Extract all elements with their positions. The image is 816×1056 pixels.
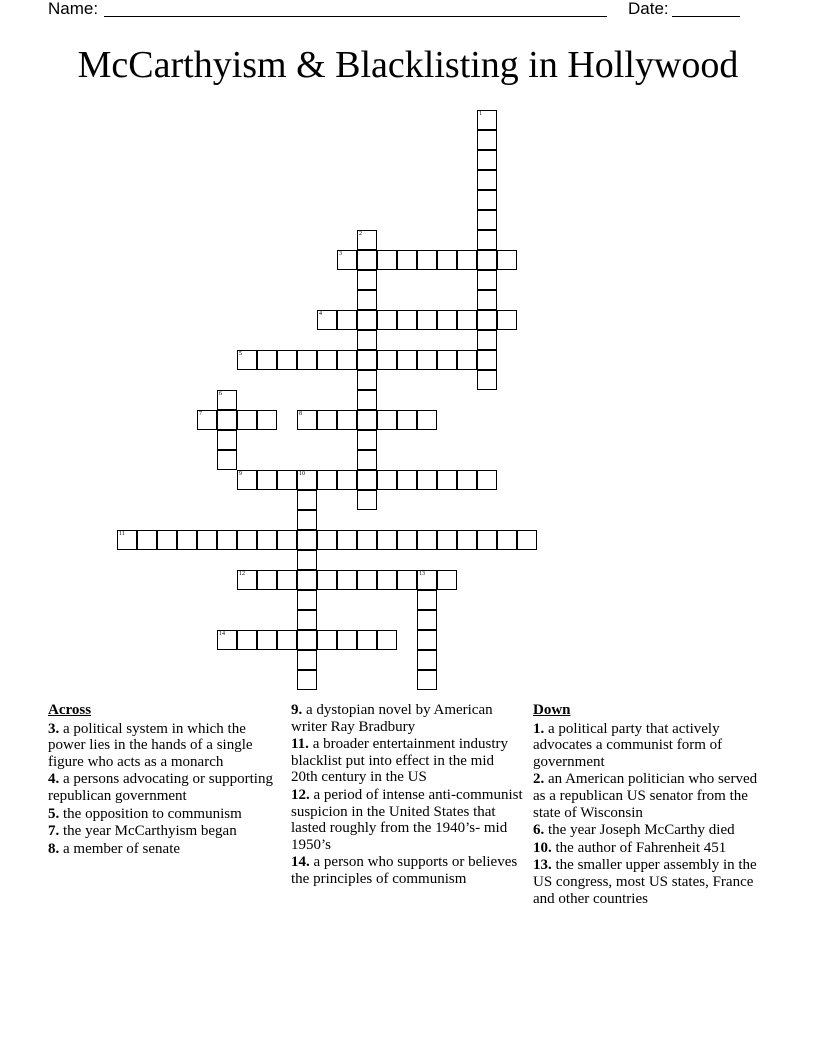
- crossword-cell[interactable]: [277, 570, 297, 590]
- crossword-cell[interactable]: [297, 410, 317, 430]
- crossword-cell[interactable]: [357, 230, 377, 250]
- cell-number: 1: [479, 111, 482, 117]
- crossword-cell[interactable]: [377, 630, 397, 650]
- crossword-cell[interactable]: [357, 630, 377, 650]
- cell-number: 4: [319, 311, 322, 317]
- crossword-cell[interactable]: [317, 530, 337, 550]
- crossword-cell[interactable]: [337, 250, 357, 270]
- down-clue-number: 2.: [533, 771, 545, 788]
- crossword-cell[interactable]: [357, 250, 377, 270]
- crossword-cell[interactable]: [237, 570, 257, 590]
- crossword-cell[interactable]: [457, 470, 477, 490]
- crossword-cell[interactable]: [297, 650, 317, 670]
- crossword-cell[interactable]: [277, 350, 297, 370]
- across-clue-text: a period of intense anti-communist suspicion in the United States that lasted roughly from the 1940’s- mid 1950’s: [291, 786, 523, 853]
- cell-number: 12: [239, 571, 245, 577]
- crossword-cell[interactable]: [477, 310, 497, 330]
- cell-number: 3: [339, 251, 342, 257]
- crossword-cell[interactable]: [217, 390, 237, 410]
- crossword-cell[interactable]: [397, 250, 417, 270]
- cell-number: 6: [219, 391, 222, 397]
- down-clue-text: the author of Fahrenheit 451: [551, 839, 727, 856]
- crossword-cell[interactable]: [437, 570, 457, 590]
- crossword-cell[interactable]: [157, 530, 177, 550]
- across-clue: [291, 854, 523, 887]
- crossword-cell[interactable]: [257, 410, 277, 430]
- across-clue: [48, 771, 273, 804]
- down-clue-text: the year Joseph McCarthy died: [544, 822, 735, 839]
- across-clue: [291, 736, 523, 786]
- crossword-cell[interactable]: [417, 530, 437, 550]
- across-clue: [48, 823, 273, 840]
- crossword-cell[interactable]: [397, 410, 417, 430]
- crossword-cell[interactable]: [297, 530, 317, 550]
- crossword-cell[interactable]: [357, 330, 377, 350]
- crossword-cell[interactable]: [297, 590, 317, 610]
- crossword-cell[interactable]: [357, 390, 377, 410]
- crossword-cell[interactable]: [477, 370, 497, 390]
- across-heading: Across: [48, 702, 92, 718]
- cell-number: 14: [219, 631, 225, 637]
- across-clue-text: a person who supports or believes the principles of communism: [291, 854, 518, 887]
- crossword-cell[interactable]: [377, 410, 397, 430]
- down-clue-number: 6.: [533, 822, 545, 839]
- crossword-cell[interactable]: [217, 530, 237, 550]
- crossword-cell[interactable]: [257, 350, 277, 370]
- clues-column-left: [48, 702, 273, 858]
- crossword-cell[interactable]: [297, 610, 317, 630]
- crossword-cell[interactable]: [437, 310, 457, 330]
- crossword-cell[interactable]: [457, 350, 477, 370]
- crossword-cell[interactable]: [197, 530, 217, 550]
- crossword-cell[interactable]: [477, 150, 497, 170]
- date-label: Date:: [628, 0, 669, 18]
- down-heading: Down: [533, 702, 571, 718]
- crossword-cell[interactable]: [477, 170, 497, 190]
- crossword-cell[interactable]: [297, 470, 317, 490]
- crossword-cell[interactable]: [477, 130, 497, 150]
- down-clue: [533, 771, 769, 821]
- down-clue-number: 1.: [533, 720, 545, 737]
- crossword-cell[interactable]: [357, 490, 377, 510]
- crossword-cell[interactable]: [417, 410, 437, 430]
- clues-column-right: [533, 702, 769, 908]
- across-clue-text: a broader entertainment industry blacklist put into effect in the mid 20th century in the US: [291, 736, 509, 786]
- crossword-cell[interactable]: [517, 530, 537, 550]
- crossword-cell[interactable]: [477, 110, 497, 130]
- crossword-cell[interactable]: [417, 670, 437, 690]
- crossword-cell[interactable]: [337, 570, 357, 590]
- crossword-cell[interactable]: [337, 470, 357, 490]
- crossword-cell[interactable]: [277, 470, 297, 490]
- crossword-cell[interactable]: [377, 250, 397, 270]
- crossword-cell[interactable]: [217, 450, 237, 470]
- crossword-cell[interactable]: [417, 630, 437, 650]
- crossword-cell[interactable]: [357, 270, 377, 290]
- crossword-cell[interactable]: [237, 410, 257, 430]
- crossword-cell[interactable]: [357, 570, 377, 590]
- crossword-cell[interactable]: [257, 530, 277, 550]
- crossword-cell[interactable]: [377, 310, 397, 330]
- crossword-cell[interactable]: [417, 570, 437, 590]
- name-label: Name:: [48, 0, 99, 18]
- across-clue-number: 11.: [291, 736, 309, 753]
- crossword-cell[interactable]: [377, 530, 397, 550]
- down-clue: [533, 721, 769, 771]
- across-clue-number: 7.: [48, 823, 60, 840]
- across-clue-number: 4.: [48, 771, 60, 788]
- across-clue-number: 9.: [291, 702, 303, 718]
- across-clue-text: a political system in which the power lies in the hands of a single figure who acts as a monarch: [48, 720, 253, 770]
- crossword-cell[interactable]: [217, 630, 237, 650]
- crossword-cell[interactable]: [337, 530, 357, 550]
- across-clue-number: 14.: [291, 854, 310, 871]
- across-clue-text: a dystopian novel by American writer Ray Bradbury: [291, 702, 493, 735]
- across-clue: [291, 702, 523, 735]
- crossword-cell[interactable]: [297, 630, 317, 650]
- crossword-cell[interactable]: [237, 630, 257, 650]
- crossword-cell[interactable]: [417, 350, 437, 370]
- crossword-cell[interactable]: [457, 310, 477, 330]
- across-clue-number: 5.: [48, 805, 60, 822]
- crossword-cell[interactable]: [357, 450, 377, 470]
- crossword-cell[interactable]: [357, 370, 377, 390]
- crossword-cell[interactable]: [317, 310, 337, 330]
- crossword-cell[interactable]: [297, 490, 317, 510]
- clues-column-middle: [291, 702, 523, 889]
- down-clue: [533, 857, 769, 907]
- across-clue: [48, 806, 273, 823]
- crossword-cell[interactable]: [417, 590, 437, 610]
- crossword-cell[interactable]: [357, 350, 377, 370]
- crossword-cell[interactable]: [457, 250, 477, 270]
- crossword-cell[interactable]: [417, 470, 437, 490]
- crossword-cell[interactable]: [397, 310, 417, 330]
- across-clue-text: the opposition to communism: [59, 805, 242, 822]
- crossword-cell[interactable]: [497, 310, 517, 330]
- cell-number: 5: [239, 351, 242, 357]
- crossword-cell[interactable]: [317, 350, 337, 370]
- down-clue-text: an American politician who served as a republican US senator from the state of Wisconsin: [533, 771, 758, 821]
- crossword-cell[interactable]: [317, 570, 337, 590]
- across-clue-number: 3.: [48, 720, 60, 737]
- crossword-cell[interactable]: [357, 530, 377, 550]
- crossword-cell[interactable]: [397, 350, 417, 370]
- crossword-cell[interactable]: [277, 530, 297, 550]
- crossword-cell[interactable]: [117, 530, 137, 550]
- crossword-cell[interactable]: [337, 630, 357, 650]
- crossword-cell[interactable]: [177, 530, 197, 550]
- across-clue-text: a persons advocating or supporting republican government: [48, 771, 273, 804]
- crossword-cell[interactable]: [237, 530, 257, 550]
- crossword-cell[interactable]: [217, 430, 237, 450]
- crossword-cell[interactable]: [317, 470, 337, 490]
- across-clue: [48, 841, 273, 858]
- crossword-cell[interactable]: [477, 230, 497, 250]
- crossword-cell[interactable]: [497, 530, 517, 550]
- crossword-cell[interactable]: [477, 470, 497, 490]
- across-clue: [48, 721, 273, 771]
- crossword-cell[interactable]: [297, 570, 317, 590]
- crossword-cell[interactable]: [377, 470, 397, 490]
- cell-number: 8: [299, 411, 302, 417]
- crossword-cell[interactable]: [297, 350, 317, 370]
- crossword-cell[interactable]: [297, 670, 317, 690]
- crossword-cell[interactable]: [337, 350, 357, 370]
- crossword-cell[interactable]: [437, 530, 457, 550]
- crossword-cell[interactable]: [197, 410, 217, 430]
- cell-number: 11: [119, 531, 125, 537]
- crossword-cell[interactable]: [357, 430, 377, 450]
- crossword-cell[interactable]: [337, 310, 357, 330]
- crossword-cell[interactable]: [237, 470, 257, 490]
- crossword-cell[interactable]: [217, 410, 237, 430]
- across-clue: [291, 787, 523, 853]
- cell-number: 13: [419, 571, 425, 577]
- crossword-cell[interactable]: [437, 250, 457, 270]
- crossword-cell[interactable]: [377, 570, 397, 590]
- crossword-cell[interactable]: [417, 310, 437, 330]
- cell-number: 9: [239, 471, 242, 477]
- across-clue-text: the year McCarthyism began: [59, 823, 237, 840]
- crossword-cell[interactable]: [137, 530, 157, 550]
- crossword-cell[interactable]: [477, 330, 497, 350]
- crossword-cell[interactable]: [457, 530, 477, 550]
- crossword-cell[interactable]: [317, 410, 337, 430]
- crossword-cell[interactable]: [397, 570, 417, 590]
- crossword-cell[interactable]: [357, 410, 377, 430]
- crossword-cell[interactable]: [477, 530, 497, 550]
- down-clue-number: 13.: [533, 857, 552, 874]
- crossword-cell[interactable]: [477, 350, 497, 370]
- crossword-cell[interactable]: [317, 630, 337, 650]
- crossword-cell[interactable]: [237, 350, 257, 370]
- crossword-cell[interactable]: [477, 190, 497, 210]
- down-clue-text: the smaller upper assembly in the US congress, most US states, France and other countries: [533, 857, 757, 907]
- crossword-cell[interactable]: [477, 210, 497, 230]
- down-clue: [533, 840, 769, 857]
- crossword-cell[interactable]: [497, 250, 517, 270]
- crossword-cell[interactable]: [297, 550, 317, 570]
- cell-number: 2: [359, 231, 362, 237]
- across-clue-text: a member of senate: [59, 840, 181, 857]
- crossword-cell[interactable]: [357, 290, 377, 310]
- crossword-cell[interactable]: [377, 350, 397, 370]
- page-title: McCarthyism & Blacklisting in Hollywood: [77, 44, 739, 86]
- crossword-cell[interactable]: [337, 410, 357, 430]
- crossword-cell[interactable]: [477, 290, 497, 310]
- crossword-cell[interactable]: [357, 310, 377, 330]
- crossword-cell[interactable]: [257, 570, 277, 590]
- down-clue: [533, 822, 769, 839]
- cell-number: 10: [299, 471, 305, 477]
- crossword-cell[interactable]: [397, 530, 417, 550]
- crossword-cell[interactable]: [417, 650, 437, 670]
- crossword-cell[interactable]: [437, 350, 457, 370]
- crossword-cell[interactable]: [297, 510, 317, 530]
- crossword-cell[interactable]: [257, 470, 277, 490]
- cell-number: 7: [199, 411, 202, 417]
- across-clue-number: 12.: [291, 786, 310, 803]
- across-clue-number: 8.: [48, 840, 60, 857]
- crossword-cell[interactable]: [417, 610, 437, 630]
- crossword-cell[interactable]: [477, 250, 497, 270]
- crossword-cell[interactable]: [277, 630, 297, 650]
- crossword-cell[interactable]: [417, 250, 437, 270]
- crossword-cell[interactable]: [357, 470, 377, 490]
- down-clue-text: a political party that actively advocates a communist form of government: [533, 720, 723, 770]
- crossword-cell[interactable]: [257, 630, 277, 650]
- down-clue-number: 10.: [533, 839, 552, 856]
- crossword-cell[interactable]: [397, 470, 417, 490]
- crossword-cell[interactable]: [477, 270, 497, 290]
- crossword-cell[interactable]: [437, 470, 457, 490]
